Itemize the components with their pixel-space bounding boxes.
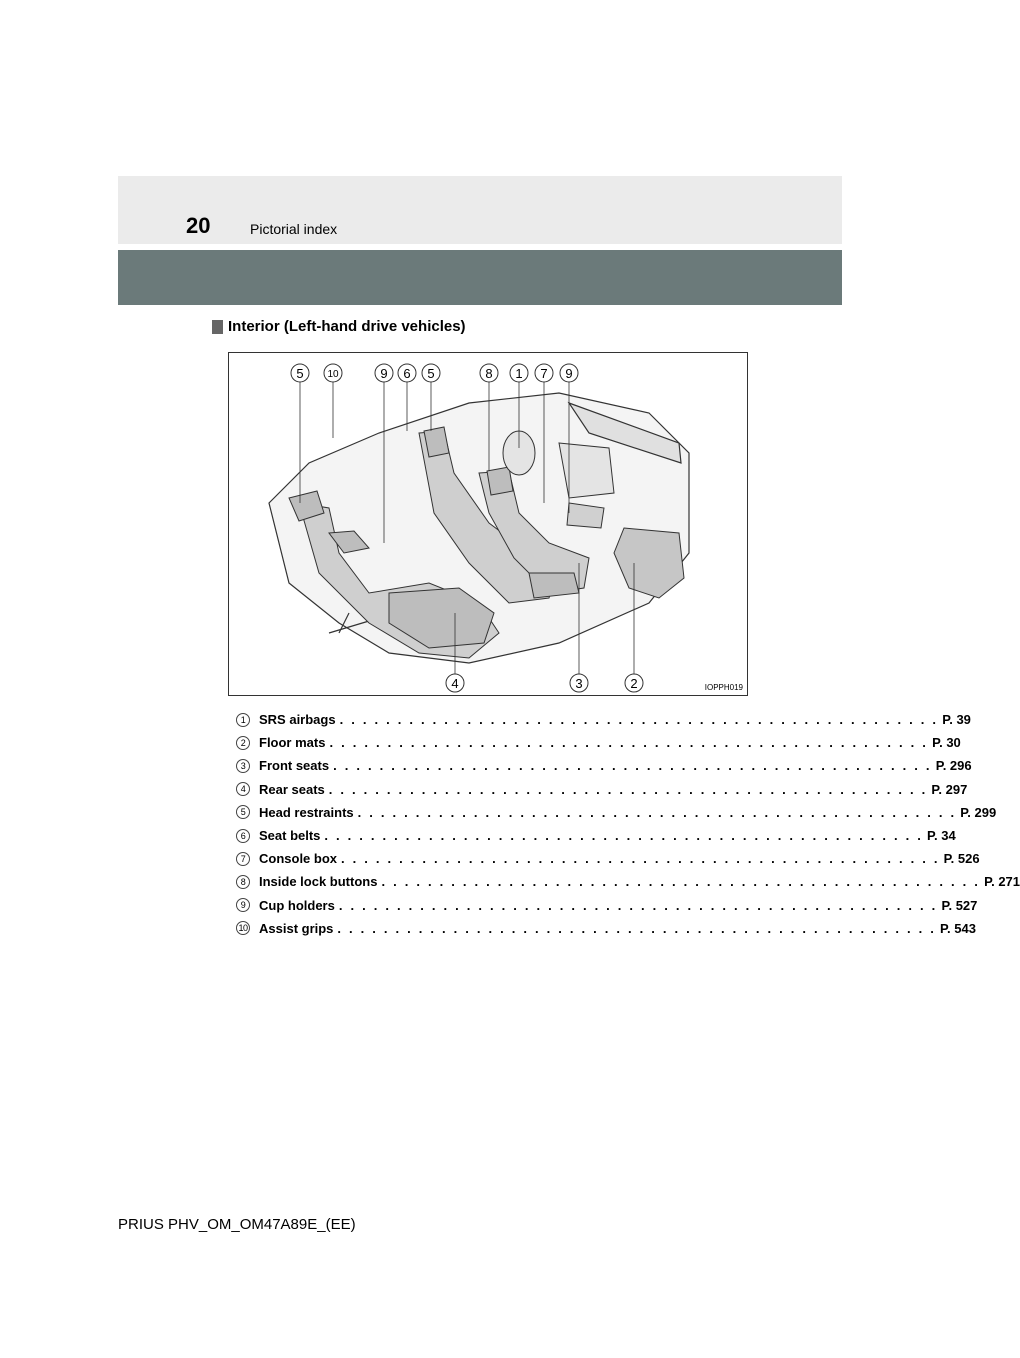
interior-illustration xyxy=(228,352,748,696)
leader-dots: . . . . . . . . . . . . . . . . . . . . . . . . . . . . . . . . . . . . . . . . . . . . . . . . . . . . xyxy=(381,874,981,890)
list-item xyxy=(236,847,980,870)
item-number-badge: 7 xyxy=(236,852,250,866)
leader-dots: . . . . . . . . . . . . . . . . . . . . . . . . . . . . . . . . . . . . . . . . . . . . . . . . . . . . xyxy=(339,712,939,728)
item-number-badge: 9 xyxy=(236,898,250,912)
figure-code: IOPPH019 xyxy=(704,683,743,692)
callout-9b: 9 xyxy=(565,366,573,381)
callout-8: 8 xyxy=(485,366,493,381)
callout-9a: 9 xyxy=(380,366,388,381)
list-item xyxy=(236,801,997,824)
item-number-badge: 1 xyxy=(236,713,250,727)
item-number-badge: 2 xyxy=(236,736,250,750)
item-number-badge: 10 xyxy=(236,921,250,935)
list-item xyxy=(236,708,971,731)
leader-dots: . . . . . . . . . . . . . . . . . . . . . . . . . . . . . . . . . . . . . . . . . . . . . . . . . . . . xyxy=(338,897,938,913)
list-item xyxy=(236,894,978,917)
item-number-badge: 5 xyxy=(236,805,250,819)
item-page-ref[interactable]: P. 299 xyxy=(960,804,997,820)
item-label: Inside lock buttons xyxy=(259,874,378,890)
item-page-ref[interactable]: P. 34 xyxy=(927,828,956,844)
list-item xyxy=(236,870,1020,893)
item-page-ref[interactable]: P. 526 xyxy=(943,851,980,867)
list-item xyxy=(236,778,968,801)
item-number-badge: 3 xyxy=(236,759,250,773)
callout-1: 1 xyxy=(515,366,523,381)
section-heading-text: Interior (Left-hand drive vehicles) xyxy=(228,318,466,335)
page-number: 20 xyxy=(186,213,211,238)
item-label: Assist grips xyxy=(259,920,334,936)
item-number-badge: 8 xyxy=(236,875,250,889)
callout-2: 2 xyxy=(630,676,638,691)
item-page-ref[interactable]: P. 297 xyxy=(931,781,968,797)
item-number-badge: 4 xyxy=(236,782,250,796)
item-number-badge: 6 xyxy=(236,829,250,843)
list-item xyxy=(236,731,961,754)
document-id: PRIUS PHV_OM_OM47A89E_(EE) xyxy=(118,1216,356,1233)
list-item xyxy=(236,917,976,940)
chapter-title: Pictorial index xyxy=(250,221,338,237)
leader-dots: . . . . . . . . . . . . . . . . . . . . . . . . . . . . . . . . . . . . . . . . . . . . . . . . . . . . xyxy=(328,781,928,797)
item-label: Seat belts xyxy=(259,828,321,844)
item-page-ref[interactable]: P. 271 xyxy=(984,874,1020,890)
leader-dots: . . . . . . . . . . . . . . . . . . . . . . . . . . . . . . . . . . . . . . . . . . . . . . . . . . . . xyxy=(329,735,929,751)
callout-7: 7 xyxy=(540,366,548,381)
item-label: SRS airbags xyxy=(259,712,336,728)
callout-5b: 5 xyxy=(427,366,435,381)
item-label: Floor mats xyxy=(259,735,326,751)
item-page-ref[interactable]: P. 30 xyxy=(932,735,961,751)
item-label: Cup holders xyxy=(259,897,335,913)
list-item xyxy=(236,754,972,777)
item-label: Console box xyxy=(259,851,338,867)
item-label: Rear seats xyxy=(259,781,325,797)
car-interior-drawing xyxy=(229,353,749,697)
section-marker-icon xyxy=(212,320,223,334)
header-band xyxy=(118,176,842,244)
leader-dots: . . . . . . . . . . . . . . . . . . . . . . . . . . . . . . . . . . . . . . . . . . . . . . . . . . . . xyxy=(337,920,937,936)
item-label: Front seats xyxy=(259,758,330,774)
section-band xyxy=(118,250,842,305)
callout-6: 6 xyxy=(403,366,411,381)
leader-dots: . . . . . . . . . . . . . . . . . . . . . . . . . . . . . . . . . . . . . . . . . . . . . . . . . . . . xyxy=(333,758,932,774)
leader-dots: . . . . . . . . . . . . . . . . . . . . . . . . . . . . . . . . . . . . . . . . . . . . . . . . . . . . xyxy=(324,828,924,844)
callout-4: 4 xyxy=(451,676,459,691)
callout-3: 3 xyxy=(575,676,583,691)
leader-dots: . . . . . . . . . . . . . . . . . . . . . . . . . . . . . . . . . . . . . . . . . . . . . . . . . . . . xyxy=(357,804,957,820)
item-list xyxy=(236,708,1020,940)
item-page-ref[interactable]: P. 296 xyxy=(935,758,972,774)
callout-5a: 5 xyxy=(296,366,304,381)
section-heading xyxy=(212,318,466,335)
item-page-ref[interactable]: P. 543 xyxy=(940,920,976,936)
item-page-ref[interactable]: P. 39 xyxy=(942,712,971,728)
callout-10: 10 xyxy=(327,369,339,380)
item-label: Head restraints xyxy=(259,804,354,820)
list-item xyxy=(236,824,956,847)
item-page-ref[interactable]: P. 527 xyxy=(941,897,978,913)
leader-dots: . . . . . . . . . . . . . . . . . . . . . . . . . . . . . . . . . . . . . . . . . . . . . . . . . . . . xyxy=(341,851,940,867)
